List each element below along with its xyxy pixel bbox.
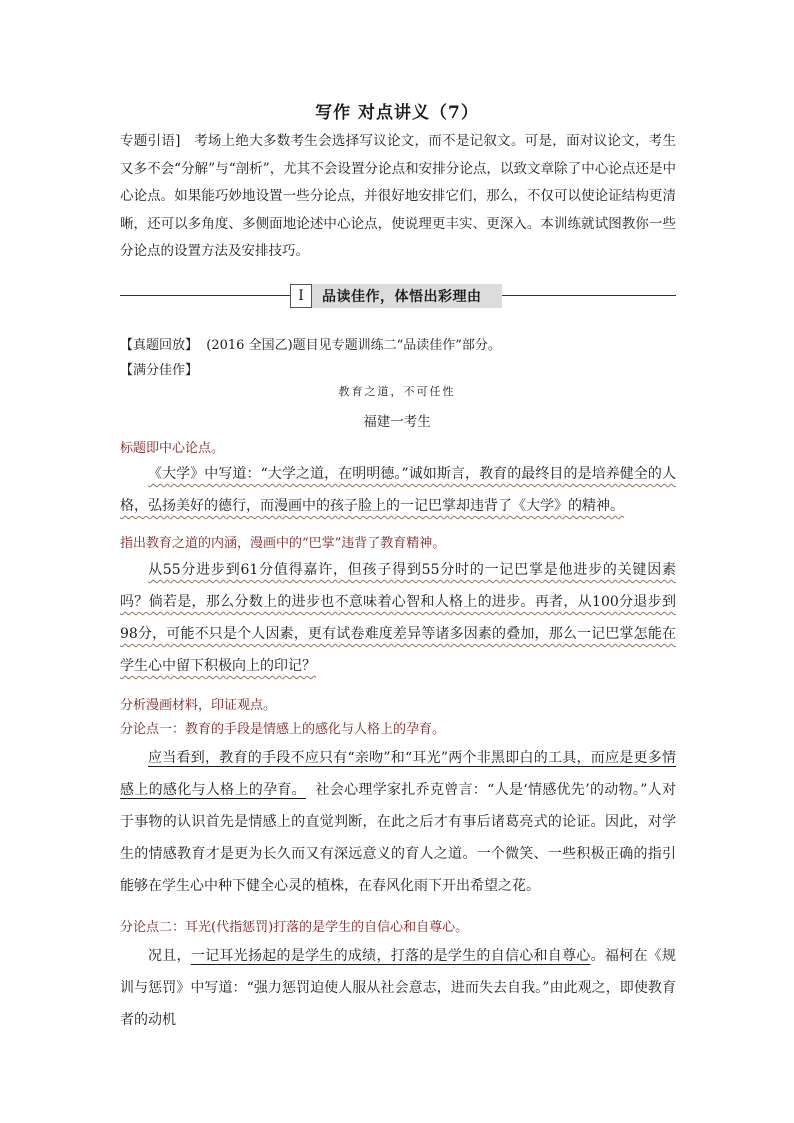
intro-text: 考场上绝大多数考生会选择写议论文，而不是记叙文。可是，面对议论文，考生又多不会“分解”与“剖析”，尤其不会设置分论点和安排分论点，以致文章除了中心论点还是中心论点。如果能巧妙地设置一些分论点，并很好地安排它们，那么，不仅可以使论证结构更清晰，还可以多角度、多侧面地论述中心论点，使说理更丰实、更深入。本训练就试图教你一些分论点的设置方法及安排技巧。 (120, 133, 676, 259)
review-tag: 【真题回放】 (120, 338, 199, 353)
model-essay-tag: 【满分佳作】 (120, 363, 199, 378)
intro-paragraph (120, 128, 676, 266)
page-title: 写作 对点讲义（7） (315, 103, 479, 123)
section-number: I (290, 284, 312, 308)
essay-paragraph-3 (120, 742, 676, 902)
essay-title: 教育之道，不可任性 (338, 385, 456, 398)
margin-note-2: 指出教育之道的内涵，漫画中的“巴掌”违背了教育精神。 (120, 536, 446, 551)
paragraph-2-text: 从55分进步到61分值得嘉许，但孩子得到55分时的一记巴掌是他进步的关键因素吗？倘若是，那么分数上的进步也不意味着心智和人格上的进步。再者，从100分退步到98分，可能不只是个人因素，更有试卷难度差异等诸多因素的叠加，那么一记巴掌怎能在学生心中留下积极向上的印记？ (120, 562, 676, 674)
section-banner (120, 284, 676, 308)
margin-note-4: 分论点一：教育的手段是情感上的感化与人格上的孕育。 (120, 722, 446, 737)
essay-paragraph-1 (120, 458, 676, 522)
margin-note-3: 分析漫画材料，印证观点。 (120, 698, 277, 713)
margin-note-5: 分论点二：耳光(代指惩罚)打落的是学生的自信心和自尊心。 (120, 920, 469, 935)
paragraph-1-text: 《大学》中写道：“大学之道，在明明德。”诚如斯言，教育的最终目的是培养健全的人格，弘扬美好的德行，而漫画中的孩子脸上的一记巴掌却违背了《大学》的精神。 (120, 466, 676, 514)
margin-note-1: 标题即中心论点。 (120, 441, 225, 456)
essay-paragraph-2 (120, 554, 676, 682)
paragraph-3-claim: 应当看到，教育的手段不应只有“亲吻”和“耳光”两个非黑即白的工具，而应是更多情感上的感化与人格上的孕育。 (120, 750, 676, 798)
paragraph-3-text: 社会心理学家扎乔克曾言：“人是‘情感优先’的动物。”人对于事物的认识首先是情感上的直觉判断，在此之后才有事后诸葛亮式的论证。因此，对学生的情感教育才是更为长久而又有深远意义的育人之道。一个微笑、一些积极正确的指引能够在学生心中种下健全心灵的植株，在春风化雨下开出希望之花。 (120, 782, 676, 894)
essay-author: 福建一考生 (363, 414, 431, 430)
review-text: (2016 全国乙)题目见专题训练二“品读佳作”部分。 (206, 338, 501, 353)
paragraph-4-claim-a: 一记耳光扬起的是学生的成绩 (190, 948, 377, 964)
paragraph-4-text: 。福柯在《规训与惩罚》中写道：“强力惩罚迫使人服从社会意志，进而失去自我。”由此观之，即使教育者的动机 (120, 948, 677, 1028)
intro-tag: 专题引语] (120, 133, 181, 149)
section-heading-box (290, 284, 502, 308)
section-label: 品读佳作，体悟出彩理由 (322, 289, 482, 305)
review-line (120, 334, 676, 353)
paragraph-4-lead: 况且， (148, 948, 191, 964)
essay-paragraph-4 (120, 940, 676, 1036)
paragraph-4-claim-b: ，打落的是学生的自信心和自尊心 (376, 948, 591, 964)
